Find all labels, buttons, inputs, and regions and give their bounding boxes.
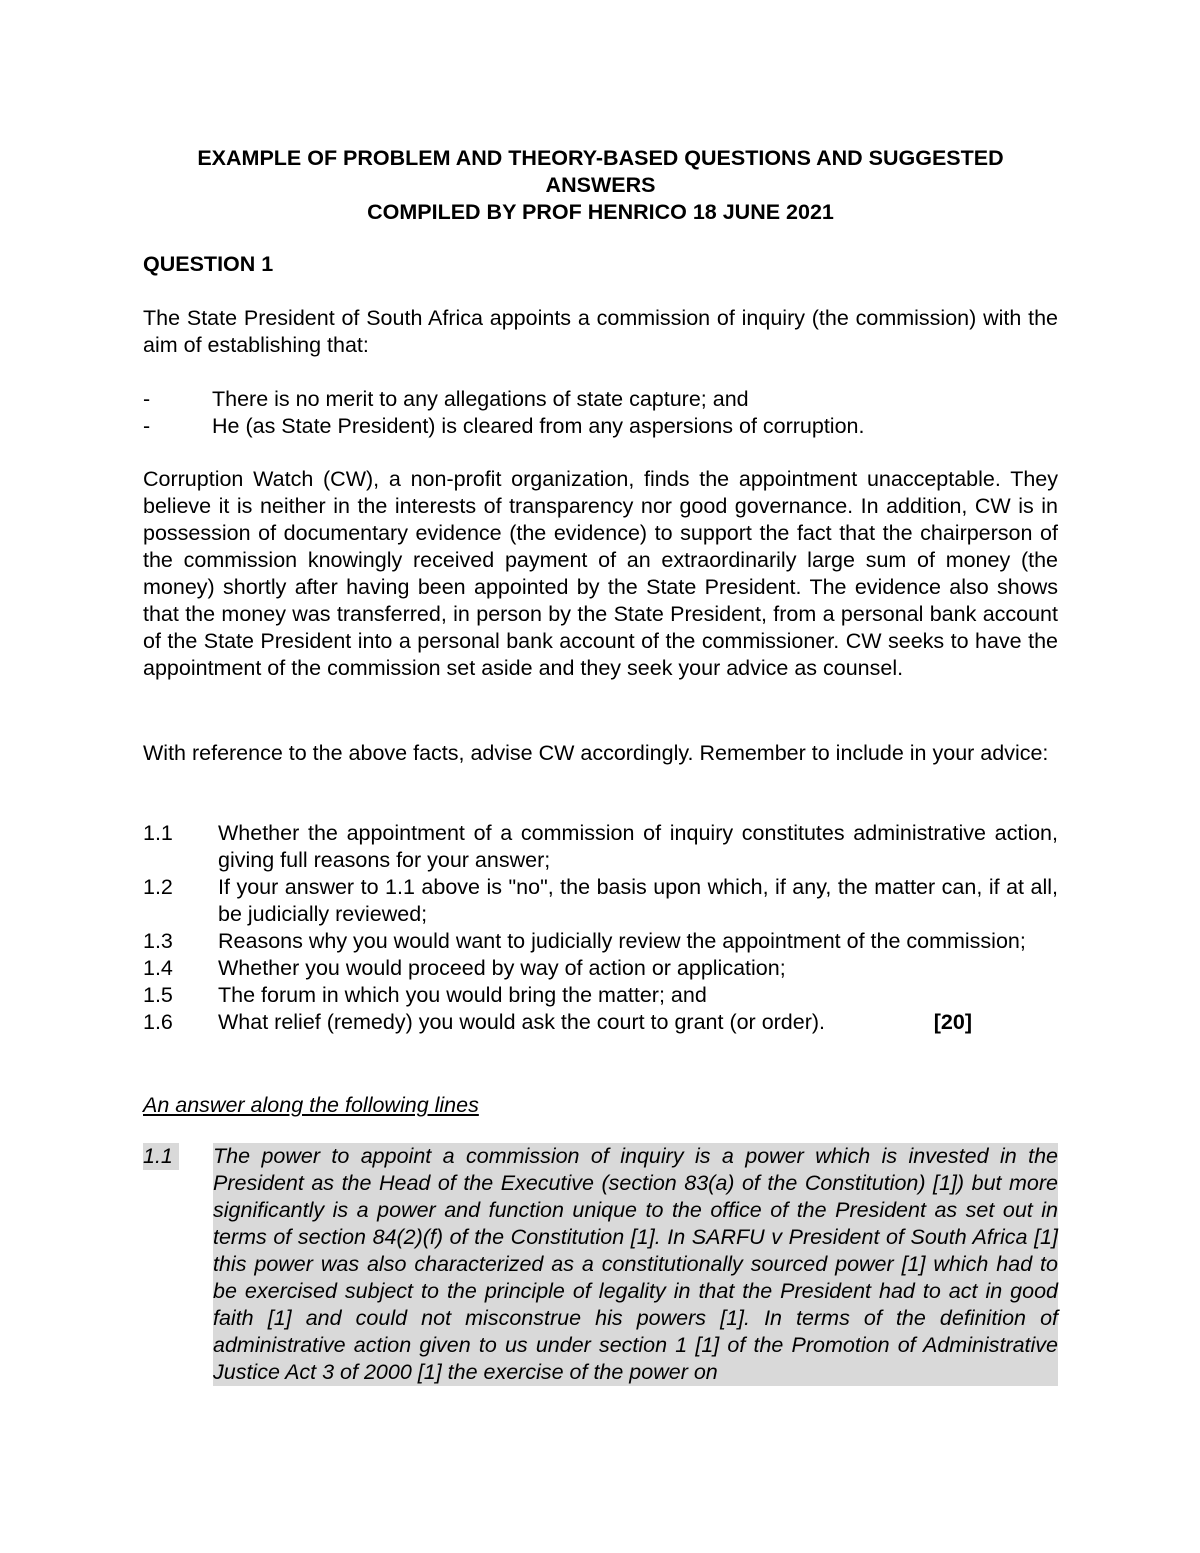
bullet-text: There is no merit to any allegations of state capture; and [212,387,749,411]
sub-question [143,955,1058,982]
sub-question [143,928,1058,955]
sub-question-text: Whether the appointment of a commission of inquiry constitutes administrative action, giving full reasons for your answer; [218,821,1058,872]
instruction-paragraph: With reference to the above facts, advise CW accordingly. Remember to include in your advice: [143,741,1049,765]
answer-block [143,1143,1058,1386]
sub-question-number: 1.2 [143,875,173,899]
sub-question [143,982,1058,1009]
title-line-1: EXAMPLE OF PROBLEM AND THEORY-BASED QUESTIONS AND SUGGESTED [197,146,1004,170]
sub-question-number: 1.5 [143,983,173,1007]
bullet-dash: - [143,414,151,438]
sub-question-text: The forum in which you would bring the matter; and [218,983,707,1007]
answer-text: The power to appoint a commission of inquiry is a power which is invested in the President as the Head of the Executive (section 83(a) of the Constitution) [1]) but more significantly is a power and function unique to the office of the President as set out in terms of section 84(2)(f) of the Constitution [1]. In SARFU v President of South Africa [1] this power was also characterized as a constitutionally sourced power [1] which had to be exercised subject to the principle of legality in that the President had to act in good faith [1] and could not misconstrue his powers [1]. In terms of the definition of administrative action given to us under section 1 [1] of the Promotion of Administrative Justice Act 3 of 2000 [1] the exercise of the power on [213,1144,1058,1384]
question-heading: QUESTION 1 [143,252,274,276]
title-line-2: ANSWERS [545,173,656,197]
sub-question-list [143,820,1058,1036]
sub-question-text: Whether you would proceed by way of action or application; [218,956,786,980]
sub-question [143,820,1058,874]
answer-heading: An answer along the following lines [143,1093,479,1117]
sub-question [143,874,1058,928]
question-marks: [20] [933,1010,972,1034]
facts-paragraph: Corruption Watch (CW), a non-profit organization, finds the appointment unacceptable. They believe it is neither in the interests of transparency nor good governance. In addition, CW is in possession of documentary evidence (the evidence) to support the fact that the chairperson of the commission knowingly received payment of an extraordinarily large sum of money (the money) shortly after having been appointed by the State President. The evidence also shows that the money was transferred, in person by the State President, from a personal bank account of the State President into a personal bank account of the commissioner. CW seeks to have the appointment of the commission set aside and they seek your advice as counsel. [143,467,1058,680]
sub-question-text: What relief (remedy) you would ask the court to grant (or order). [218,1010,826,1034]
sub-question [143,1009,1058,1036]
sub-question-number: 1.4 [143,956,173,980]
sub-question-number: 1.1 [143,821,173,845]
bullet-item [143,413,1058,440]
question-intro: The State President of South Africa appoints a commission of inquiry (the commission) with the aim of establishing that: [143,306,1058,357]
bullet-dash: - [143,387,151,411]
title-line-3: COMPILED BY PROF HENRICO 18 JUNE 2021 [367,200,834,224]
document-title [143,145,1058,226]
sub-question-number: 1.3 [143,929,173,953]
sub-question-number: 1.6 [143,1010,173,1034]
bullet-list [143,386,1058,440]
sub-question-text: Reasons why you would want to judicially review the appointment of the commission; [218,929,1026,953]
bullet-item [143,386,1058,413]
answer-number: 1.1 [143,1143,179,1170]
sub-question-text: If your answer to 1.1 above is "no", the basis upon which, if any, the matter can, if at all, be judicially reviewed; [218,875,1058,926]
bullet-text: He (as State President) is cleared from any aspersions of corruption. [212,414,865,438]
